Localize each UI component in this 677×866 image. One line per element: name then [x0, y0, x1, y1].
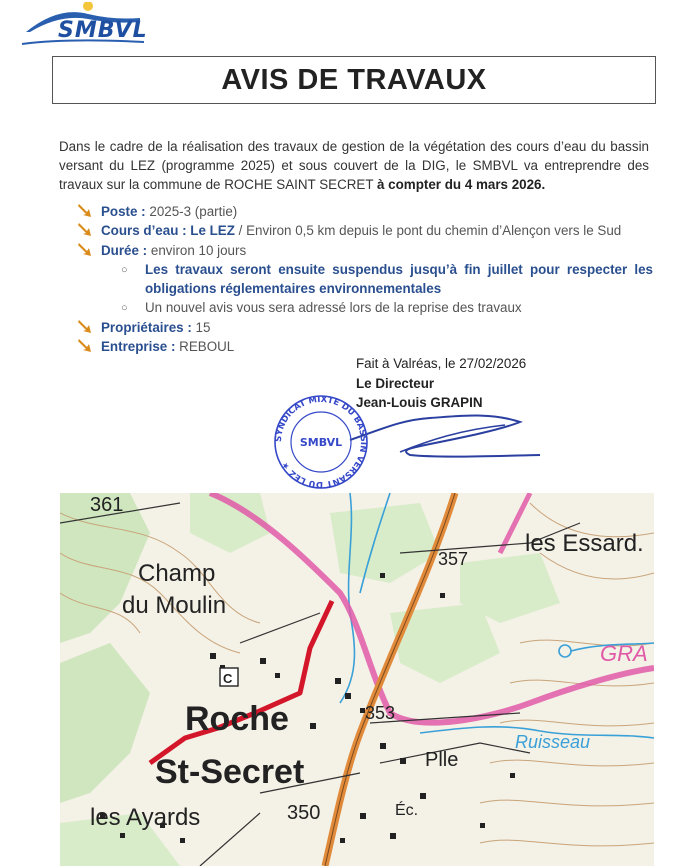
map-label-roche: Roche: [185, 700, 289, 738]
entreprise-value: REBOUL: [179, 339, 235, 355]
cours-eau-value: / Environ 0,5 km depuis le pont du chemin d’Alençon vers le Sud: [238, 223, 622, 239]
poste-value: 2025-3 (partie): [149, 204, 238, 219]
duree-value: environ 10 jours: [150, 242, 247, 258]
map-label-ec: Éc.: [395, 802, 419, 819]
map-label-ayards: les Ayards: [90, 804, 201, 831]
stamp-center-text: SMBVL: [299, 436, 343, 449]
place-date: Fait à Valréas, le 27/02/2026: [356, 356, 527, 371]
arrow-bullet-icon: [77, 223, 93, 237]
poste-label: Poste :: [101, 204, 146, 219]
nouvel-avis-text: Un nouvel avis vous sera adressé lors de la reprise des travaux: [145, 300, 522, 316]
map-label-ruisseau: Ruisseau: [515, 732, 591, 752]
list-item-duree: [77, 241, 657, 260]
arrow-bullet-icon: [77, 320, 93, 334]
location-map: [60, 493, 654, 866]
map-label-gra: GRA: [600, 641, 648, 666]
entreprise-label: Entreprise :: [101, 339, 176, 355]
cours-eau-label: Cours d’eau : Le LEZ: [101, 223, 235, 239]
arrow-bullet-icon: [77, 339, 93, 353]
map-label-alt361: 361: [90, 494, 124, 516]
smbvl-stamp: [266, 392, 376, 492]
map-label-moulin: du Moulin: [122, 592, 227, 619]
arrow-bullet-icon: [77, 243, 93, 257]
intro-text: Dans le cadre de la réalisation des travaux de gestion de la végétation des cours d’eau du bassin versant du LEZ (programme 2025) et sous couvert de la DIG, le SMBVL va entreprendre des travaux sur la commune de ROCHE SAINT SECRET: [59, 139, 649, 192]
smbvl-logo: [18, 2, 148, 50]
list-item-cours-eau: [77, 221, 657, 240]
circle-bullet-icon: ○: [121, 302, 128, 315]
topo-map-image: [60, 493, 654, 866]
page-title: AVIS DE TRAVAUX: [221, 63, 487, 96]
map-label-essard: les Essard.: [525, 530, 644, 557]
arrow-bullet-icon: [77, 204, 93, 218]
map-label-champ: Champ: [138, 560, 216, 587]
proprietaires-label: Propriétaires :: [101, 319, 192, 335]
circle-bullet-icon: ○: [121, 263, 128, 276]
map-label-secret: St-Secret: [155, 753, 305, 791]
intro-date: à compter du 4 mars 2026.: [377, 177, 546, 192]
intro-paragraph: [59, 137, 649, 194]
duree-label: Durée :: [101, 242, 148, 258]
stamp-ring-text: SYNDICAT MIXTE DU BASSIN VERSANT DU LEZ ★: [273, 394, 369, 490]
signatory-name: Jean-Louis GRAPIN: [356, 395, 483, 410]
signatory-role: Le Directeur: [356, 375, 435, 391]
list-item-poste: [77, 202, 657, 221]
list-item-proprietaires: [77, 318, 657, 337]
map-label-alt357: 357: [438, 549, 469, 569]
map-label-c: C: [223, 671, 233, 686]
map-label-alt353: 353: [365, 703, 396, 723]
proprietaires-value: 15: [195, 319, 211, 335]
map-label-plle: Plle: [425, 749, 459, 771]
map-label-alt350: 350: [287, 802, 321, 824]
logo-text: SMBVL: [58, 18, 148, 43]
details-list: [77, 202, 657, 356]
sub-item-suspension: [77, 260, 653, 299]
suspension-text: Les travaux seront ensuite suspendus jusqu’à fin juillet pour respecter les obligations réglementaires environnementales: [145, 261, 653, 297]
title-box: [52, 56, 656, 104]
sub-item-nouvel-avis: [77, 298, 653, 317]
